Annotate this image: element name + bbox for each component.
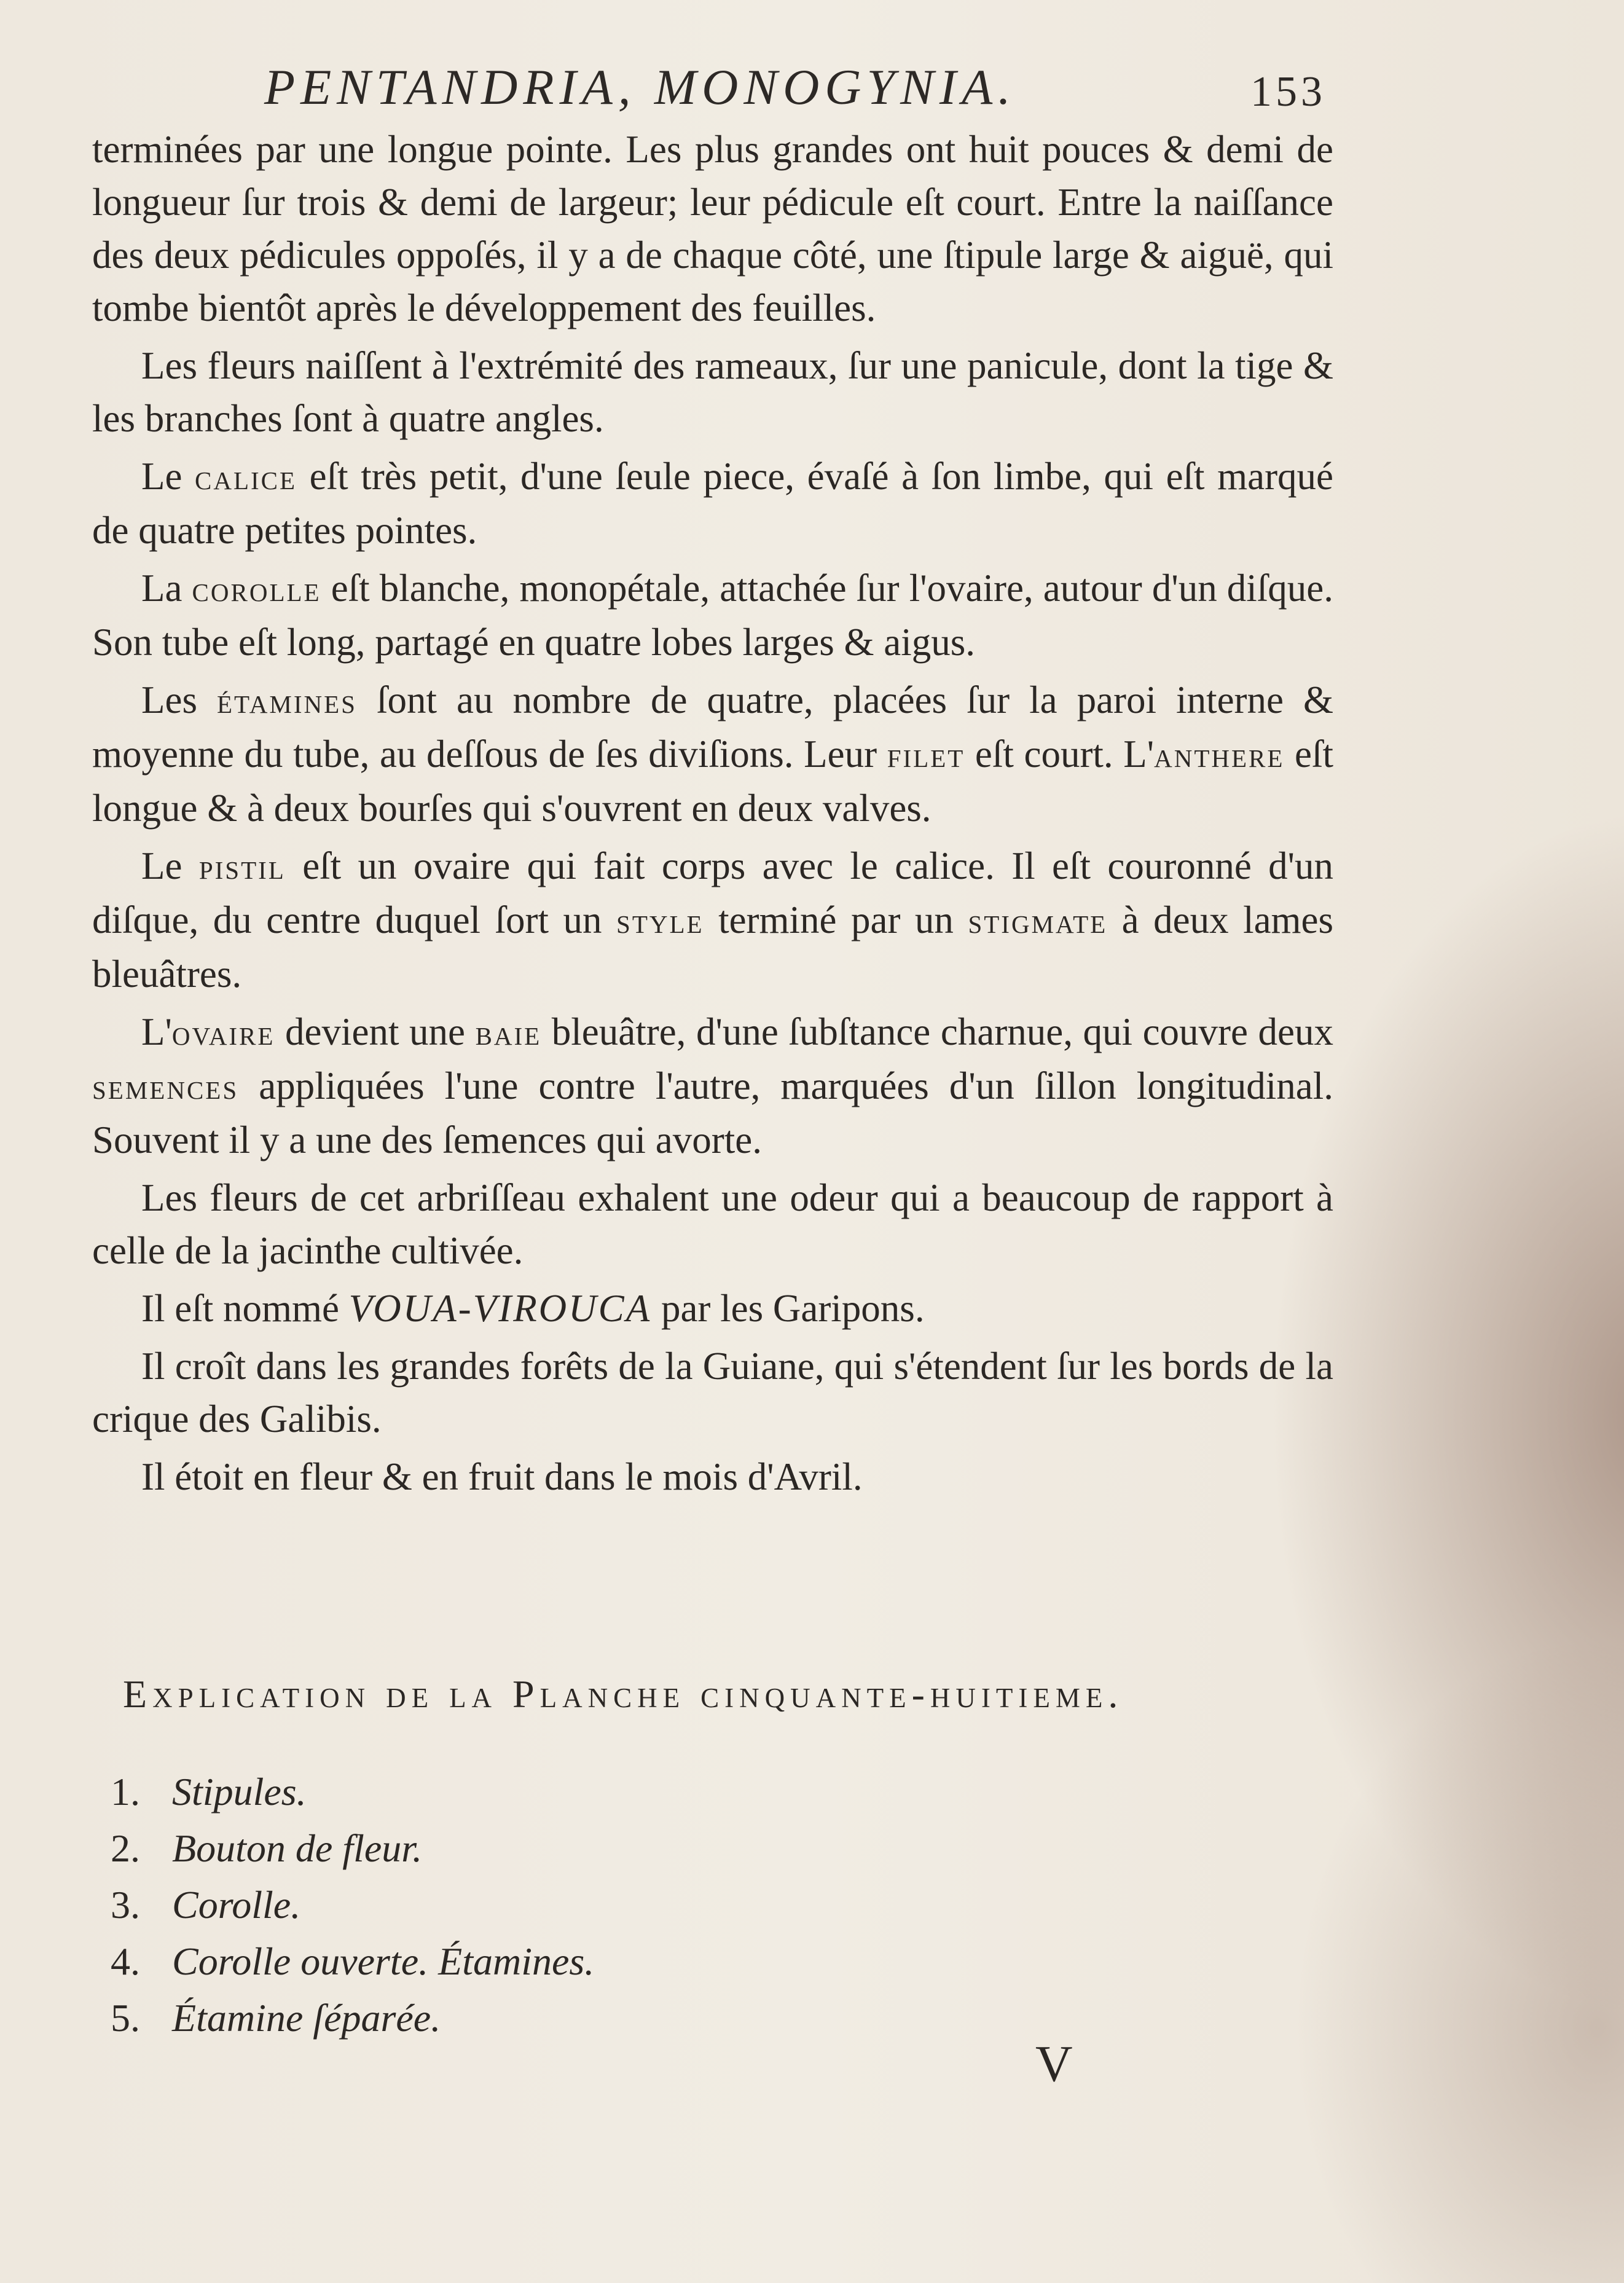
paragraph-calice: Le calice eſt très petit, d'une ſeule piece, évaſé à ſon limbe, qui eſt marqué de quatre petites pointes.	[92, 455, 1334, 552]
term-filet: filet	[887, 735, 965, 775]
term-anthere: anthere	[1154, 735, 1285, 775]
term-baie: baie	[475, 1013, 542, 1053]
list-item: 3. Corolle.	[111, 1883, 301, 1927]
paragraph-leaf-description: terminées par une longue pointe. Les plus grandes ont huit pouces & demi de longueur ſur trois & demi de largeur; leur pédicule eſt court. Entre la naiſſance des deux pédicules oppoſés, il y a de chaque côté, une ſtipule large & aiguë, qui tombe bientôt après le développement des feuilles.	[92, 128, 1333, 329]
paragraph-corolle: La corolle eſt blanche, monopétale, attachée ſur l'ovaire, autour d'un diſque. Son tube eſt long, partagé en quatre lobes larges & aigus.	[92, 567, 1333, 664]
term-semences: semences	[92, 1067, 239, 1107]
running-title: PENTANDRIA, MONOGYNIA.	[264, 59, 1016, 115]
term-stigmate: stigmate	[968, 901, 1108, 941]
term-etamines: étamines	[217, 681, 357, 721]
paragraph-etamines: Les étamines ſont au nombre de quatre, placées ſur la paroi interne & moyenne du tube, au deſſous de ſes diviſions. Leur filet eſt court. L'anthere eſt longue & à deux bourſes qui s'ouvrent en deux valves.	[92, 678, 1334, 830]
plate-legend	[111, 1764, 971, 2046]
term-corolle: corolle	[192, 569, 321, 609]
vernacular-name: VOUA-VIROUCA	[348, 1287, 652, 1330]
paragraph-pistil: Le pistil eſt un ovaire qui fait corps avec le calice. Il eſt couronné d'un diſque, du centre duquel ſort un style terminé par un stigmate à deux lames bleuâtres.	[92, 844, 1334, 996]
paragraph-habitat: Il croît dans les grandes forêts de la Guiane, qui s'étendent ſur les bords de la crique des Galibis.	[92, 1345, 1333, 1440]
list-item: 5. Étamine ſéparée.	[111, 1996, 441, 2040]
list-item: 4. Corolle ouverte. Étamines.	[111, 1939, 595, 1983]
paragraph-odour: Les fleurs de cet arbriſſeau exhalent une odeur qui a beaucoup de rapport à celle de la jacinthe cultivée.	[92, 1176, 1333, 1272]
term-calice: calice	[195, 457, 297, 497]
paragraph-flowering: Il étoit en fleur & en fruit dans le mois d'Avril.	[141, 1455, 863, 1498]
term-ovaire: ovaire	[171, 1013, 275, 1053]
paragraph-ovaire: L'ovaire devient une baie bleuâtre, d'une ſubſtance charnue, qui couvre deux semences appliquées l'une contre l'autre, marquées d'un ſillon longitudinal. Souvent il y a une des ſemences qui avorte.	[92, 1010, 1334, 1161]
term-style: style	[616, 901, 704, 941]
plate-heading: Explication de la Planche cinquante-huitieme.	[123, 1672, 1124, 1716]
signature-mark: V	[1035, 2035, 1073, 2092]
paragraph-flowers: Les fleurs naiſſent à l'extrémité des rameaux, ſur une panicule, dont la tige & les branches ſont à quatre angles.	[92, 344, 1333, 440]
list-item: 1. Stipules.	[111, 1770, 307, 1813]
page-header	[0, 58, 1624, 126]
list-item: 2. Bouton de fleur.	[111, 1826, 423, 1870]
body-text	[92, 123, 1333, 1508]
paragraph-name: Il eſt nommé VOUA-VIROUCA par les Garipons.	[141, 1287, 925, 1330]
page-number: 153	[1250, 68, 1326, 116]
term-pistil: pistil	[198, 847, 286, 887]
